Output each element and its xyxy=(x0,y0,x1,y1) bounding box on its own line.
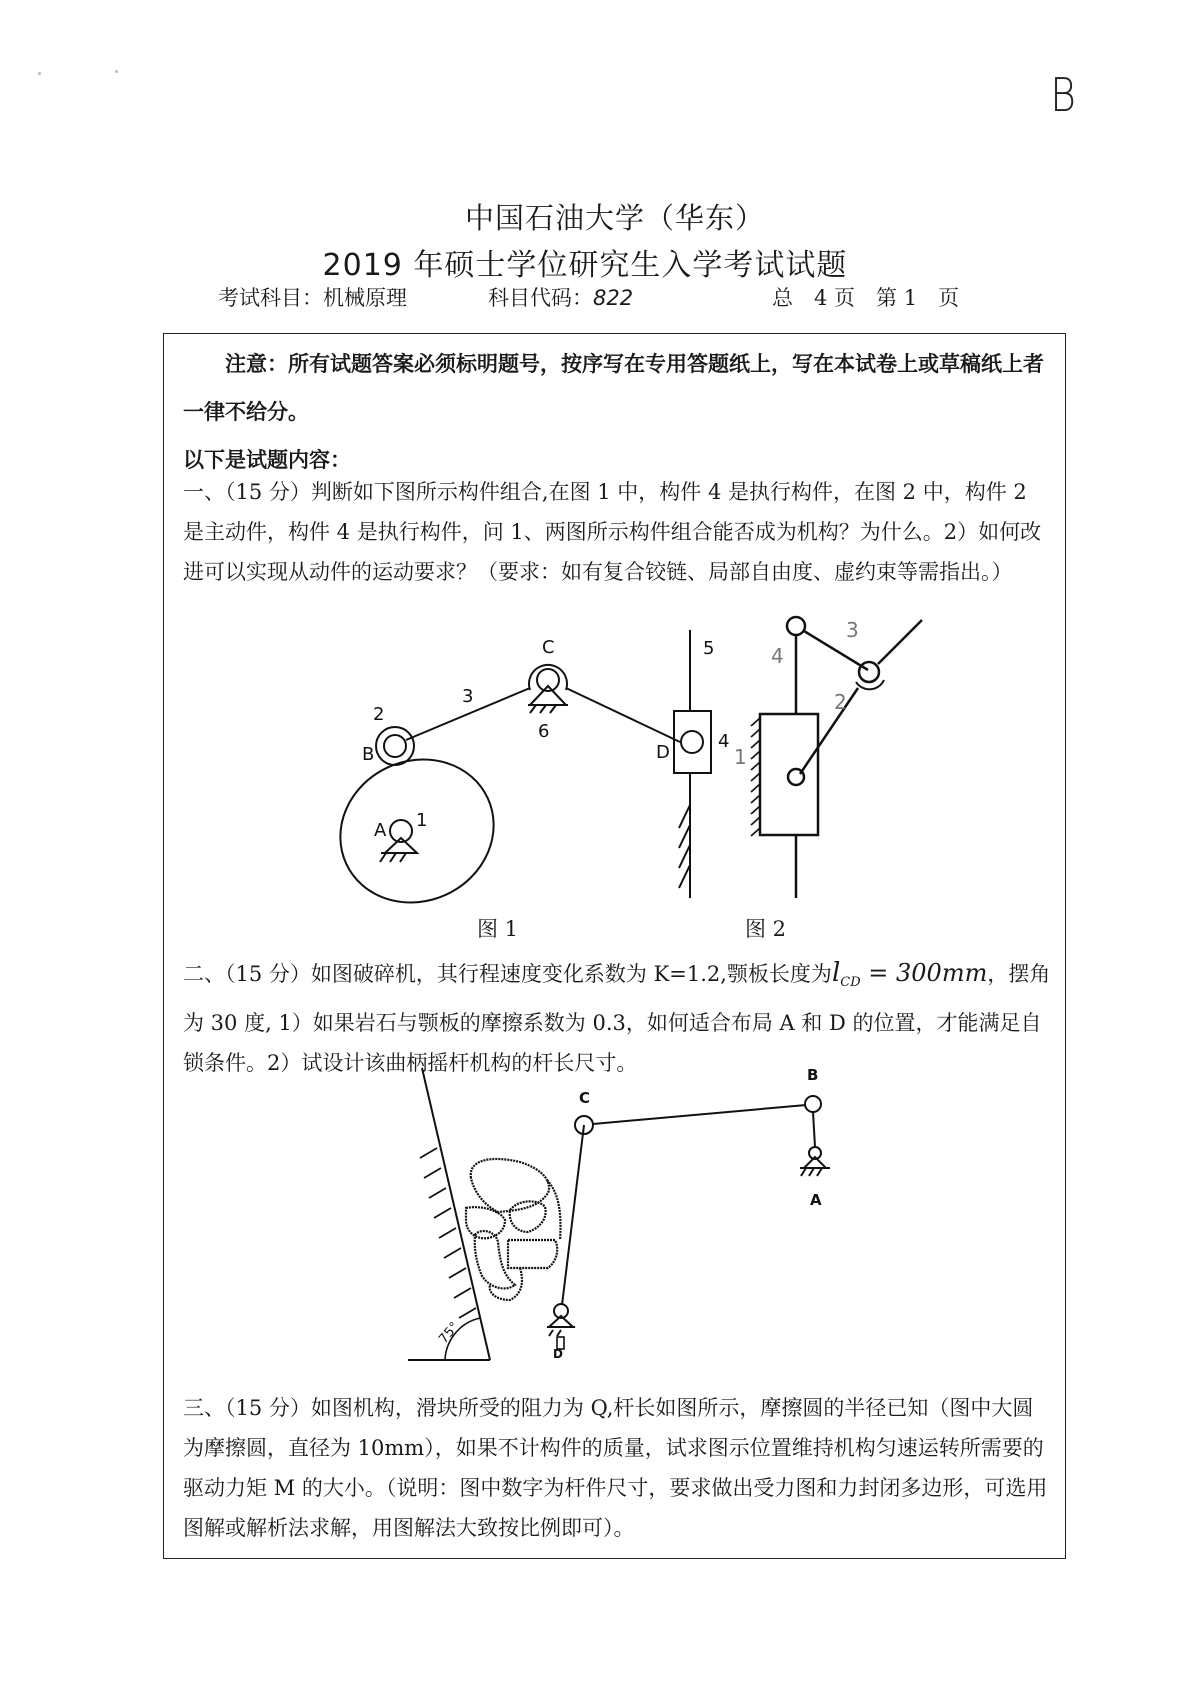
question-1-points: （15 分） xyxy=(225,480,311,504)
question-3-points: （15 分） xyxy=(225,1396,311,1420)
question-2: 二、（15 分）如图破碎机，其行程速度变化系数为 K=1.2,颚板长度为$l_{CD} = 300mm$，摆角为 30 度, 1）如果岩石与颚板的摩擦系数为 0.3，如何适合布局 A 和 D 的位置，才能满足自锁条件。2）试设计该曲柄摇杆机构的杆长尺寸。 xyxy=(183,958,1051,1076)
notice-text: 注意：所有试题答案必须标明题号，按序写在专用答题纸上，写在本试卷上或草稿纸上者一律不给分。 xyxy=(183,351,1044,424)
label-d: D xyxy=(656,742,670,763)
label-6: 6 xyxy=(538,721,550,742)
question-2-text-before: 如图破碎机，其行程速度变化系数为 K=1.2,颚板长度为 xyxy=(310,962,832,986)
university-title: 中国石油大学（华东） xyxy=(464,201,765,235)
figure-1-cam-linkage xyxy=(317,630,711,927)
subject-value: 机械原理 xyxy=(323,286,407,310)
rock-outlines xyxy=(466,1159,560,1300)
label-c: C xyxy=(542,637,555,658)
joint-b xyxy=(805,1096,821,1112)
label-3: 3 xyxy=(462,686,474,707)
pivot-d-hatch xyxy=(547,1327,575,1336)
exam-title: 2019 年硕士学位研究生入学考试试题 xyxy=(322,248,848,283)
crusher-label-d: D xyxy=(553,1347,563,1361)
code-value: 822 xyxy=(593,286,634,310)
pivot-c-support xyxy=(530,686,566,705)
swing-jaw-cd xyxy=(562,1125,584,1305)
fixed-jaw-hatch xyxy=(420,1148,476,1318)
guide-hatch xyxy=(679,805,690,888)
label-1: 1 xyxy=(416,810,428,831)
crusher-label-c: C xyxy=(579,1089,591,1107)
link-extension xyxy=(878,620,922,664)
joint-top xyxy=(787,617,805,635)
crank-ab xyxy=(813,1112,815,1147)
label-2: 2 xyxy=(373,704,385,725)
question-1: 一、（15 分）判断如下图所示构件组合,在图 1 中，构件 4 是执行构件，在图 2 中，构件 2 是主动件，构件 4 是执行构件，问 1、两图所示构件组合能否成为机构？为什么。2）如何改进可以实现从动件的运动要求？（要求：如有复合铰链、局部自由度、虚约束等需指出。） xyxy=(183,480,1042,584)
fig2-label-1: 1 xyxy=(734,745,747,769)
rock-5 xyxy=(508,1240,557,1268)
formula-lcd: $l_{CD} = 300mm$ xyxy=(831,958,988,991)
question-3-number: 三 xyxy=(183,1396,204,1420)
joint-right xyxy=(859,662,879,682)
label-a: A xyxy=(374,820,387,841)
question-1-number: 一 xyxy=(183,480,204,504)
rock-2 xyxy=(510,1201,546,1232)
question-2-number: 二 xyxy=(183,962,204,986)
figure-1-caption: 图 1 xyxy=(477,917,519,941)
label-5: 5 xyxy=(703,638,715,659)
fig2-label-4: 4 xyxy=(771,644,784,668)
roller-b-outer xyxy=(376,727,414,765)
cam-profile xyxy=(317,735,518,928)
rock-1 xyxy=(471,1159,549,1212)
figure-2-caption: 图 2 xyxy=(745,917,787,941)
question-1-text: 判断如下图所示构件组合,在图 1 中，构件 4 是执行构件，在图 2 中，构件 2 是主动件，构件 4 是执行构件，问 1、两图所示构件组合能否成为机构？为什么。2）如何改进可以实现从动件的运动要求？（要求：如有复合铰链、局部自由度、虚约束等需指出。） xyxy=(183,480,1042,584)
link-cd xyxy=(566,688,680,742)
crusher-label-angle: 75° xyxy=(436,1319,463,1347)
label-4: 4 xyxy=(718,731,730,752)
pivot-a-hatch xyxy=(380,853,417,862)
crusher-label-b: B xyxy=(807,1066,819,1084)
rock-3 xyxy=(466,1207,505,1238)
question-3: 三、（15 分）如图机构，滑块所受的阻力为 Q,杆长如图所示，摩擦圆的半径已知（图中大圆为摩擦圆，直径为 10mm），如果不计构件的质量，试求图示位置维持机构匀速运转所需要的驱动力矩 M 的大小。（说明：图中数字为杆件尺寸，要求做出受力图和力封闭多边形，可选用图解或解析法求解，用图解法大致按比例即可）。 xyxy=(183,1396,1048,1540)
pivot-a-hatch xyxy=(800,1168,830,1176)
roller-b-inner xyxy=(384,735,406,757)
fig2-label-3: 3 xyxy=(846,618,859,642)
coupler-cb xyxy=(593,1105,806,1124)
crusher-labels xyxy=(436,1066,822,1361)
subject-label: 考试科目： xyxy=(218,286,323,310)
crusher-label-a: A xyxy=(810,1191,822,1209)
question-3-text: 如图机构，滑块所受的阻力为 Q,杆长如图所示，摩擦圆的半径已知（图中大圆为摩擦圆，直径为 10mm），如果不计构件的质量，试求图示位置维持机构匀速运转所需要的驱动力矩 M 的大小。（说明：图中数字为杆件尺寸，要求做出受力图和力封闭多边形，可选用图解或解析法求解，用图解法大致按比例即可）。 xyxy=(183,1396,1048,1540)
fig2-label-2: 2 xyxy=(834,690,847,714)
handwritten-version-mark: B xyxy=(1050,68,1076,122)
question-2-points: （15 分） xyxy=(225,962,311,986)
frame-1-hatch xyxy=(751,718,760,836)
question-2-text-after: ，摆角为 30 度, 1）如果岩石与颚板的摩擦系数为 0.3，如何适合布局 A 和 D 的位置，才能满足自锁条件。2）试设计该曲柄摇杆机构的杆长尺寸。 xyxy=(183,962,1051,1076)
label-b: B xyxy=(362,744,375,765)
fixed-jaw xyxy=(422,1068,490,1360)
joint-d xyxy=(681,731,703,753)
crusher-figure xyxy=(408,1068,830,1360)
page-count: 总 4 页 第 1 页 xyxy=(772,286,960,310)
pivot-c-hatch xyxy=(528,705,568,713)
code-label: 科目代码： xyxy=(488,286,593,310)
link-2 xyxy=(800,688,858,774)
joint-center xyxy=(788,769,804,785)
pivot-a-support xyxy=(385,838,417,853)
pivot-c-joint xyxy=(537,669,559,691)
section-heading: 以下是试题内容： xyxy=(183,447,351,472)
